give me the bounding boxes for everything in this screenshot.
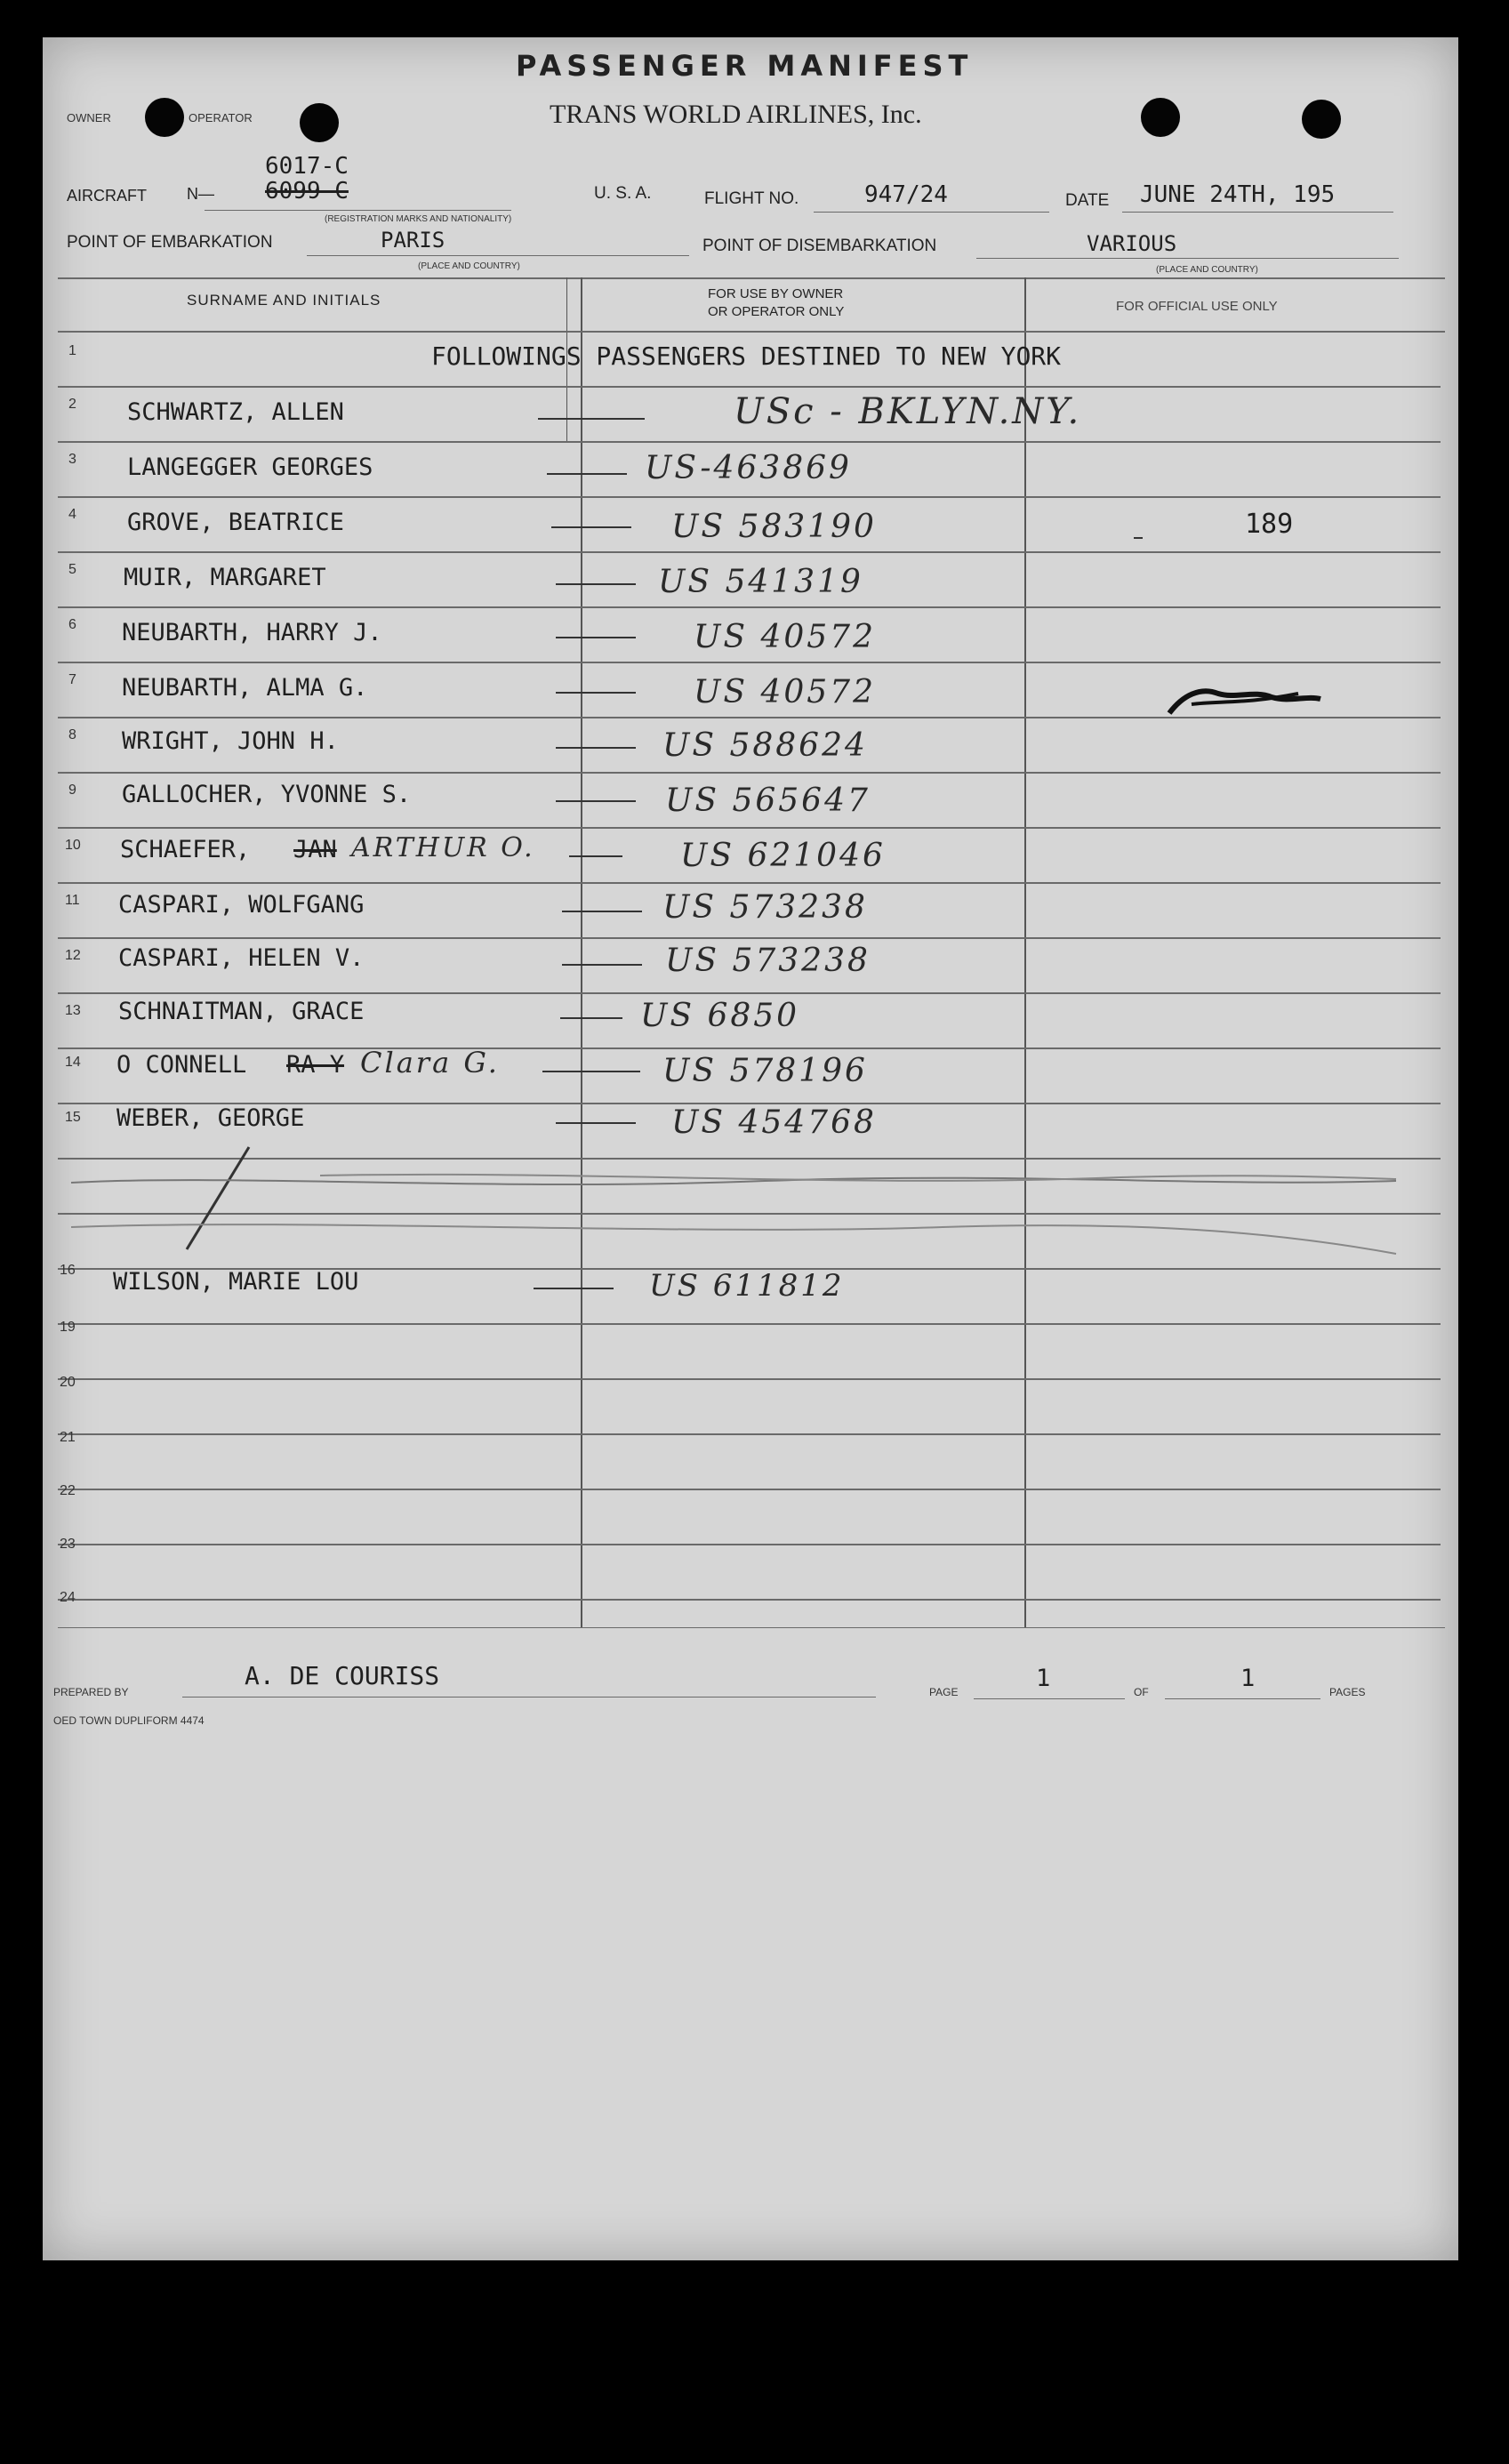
passenger-name: LANGEGGER GEORGES	[127, 453, 373, 481]
passport-number: US 588624	[662, 727, 868, 764]
passport-number: US 40572	[694, 619, 876, 655]
disembarkation-value: VARIOUS	[1087, 231, 1177, 256]
row-number: 7	[68, 672, 76, 687]
passport-number: US 565647	[665, 783, 871, 819]
embarkation-label: POINT OF EMBARKATION	[67, 233, 273, 252]
form-title: PASSENGER MANIFEST	[516, 49, 974, 83]
row-number: 5	[68, 562, 76, 577]
column-header-owner-line2: OR OPERATOR ONLY	[708, 304, 845, 319]
aircraft-number: 6017-C	[265, 153, 349, 180]
page-number: 1	[1036, 1665, 1051, 1692]
row-number: 12	[65, 948, 81, 963]
row-number: 15	[65, 1110, 81, 1125]
punch-hole	[1141, 98, 1180, 137]
airline-name: TRANS WORLD AIRLINES, Inc.	[550, 100, 922, 129]
passenger-name: GROVE, BEATRICE	[127, 509, 344, 536]
punch-hole	[145, 98, 184, 137]
cancelled-rows-marks	[53, 1138, 1405, 1272]
registration-note: (REGISTRATION MARKS AND NATIONALITY)	[325, 214, 512, 224]
passport-number: USc - BKLYN.NY.	[734, 391, 1082, 432]
passport-number: US 621046	[680, 838, 886, 874]
total-pages: 1	[1240, 1665, 1256, 1692]
destination-heading: FOLLOWINGS PASSENGERS DESTINED TO NEW YORK	[431, 341, 1062, 371]
date-value: JUNE 24TH, 195	[1140, 181, 1336, 208]
passenger-name: SCHWARTZ, ALLEN	[127, 398, 344, 426]
punch-hole	[300, 103, 339, 142]
punch-hole	[1302, 100, 1341, 139]
passenger-name: GALLOCHER, YVONNE S.	[122, 781, 412, 808]
row-number: 11	[65, 893, 80, 908]
aircraft-label: AIRCRAFT	[67, 187, 147, 205]
passenger-name: CASPARI, HELEN V.	[118, 944, 365, 972]
passenger-name: NEUBARTH, HARRY J.	[122, 619, 382, 646]
row-number: 21	[60, 1430, 76, 1445]
passenger-name: O CONNELL	[116, 1051, 247, 1079]
of-label: OF	[1134, 1686, 1149, 1698]
passenger-name: WRIGHT, JOHN H.	[122, 727, 339, 755]
passenger-name: NEUBARTH, ALMA G.	[122, 674, 368, 702]
flight-label: FLIGHT NO.	[704, 189, 799, 208]
passenger-name-handwritten: ARTHUR O.	[351, 832, 535, 863]
disembark-place-note: (PLACE AND COUNTRY)	[1156, 265, 1258, 275]
row-number: 13	[65, 1003, 81, 1018]
passenger-name: CASPARI, WOLFGANG	[118, 891, 365, 919]
owner-label: OWNER	[67, 111, 111, 124]
passport-number: US 573238	[662, 889, 868, 926]
flight-number: 947/24	[864, 181, 948, 208]
row-number: 19	[60, 1320, 76, 1335]
passenger-name: WEBER, GEORGE	[116, 1104, 305, 1132]
passenger-name: SCHAEFER,	[120, 836, 251, 863]
passport-number: US 40572	[694, 674, 876, 710]
passenger-name: MUIR, MARGARET	[124, 564, 326, 591]
row-number: 20	[60, 1375, 76, 1390]
aircraft-number-crossed: 6099-C	[265, 178, 349, 205]
row-number: 16	[60, 1263, 76, 1278]
row-number: 9	[68, 783, 76, 798]
row-number: 23	[60, 1537, 76, 1552]
passenger-name: WILSON, MARIE LOU	[113, 1268, 359, 1296]
prepared-by-label: PREPARED BY	[53, 1686, 129, 1698]
operator-label: OPERATOR	[189, 111, 253, 124]
row-number: 24	[60, 1590, 76, 1605]
row-number: 22	[60, 1483, 76, 1498]
row-number: 1	[68, 343, 76, 358]
column-header-owner-line1: FOR USE BY OWNER	[708, 286, 844, 301]
passenger-name-struck: JAN	[293, 836, 337, 863]
official-note: 189	[1245, 509, 1294, 540]
row-number: 8	[68, 727, 76, 742]
passport-number: US 6850	[640, 998, 800, 1034]
passenger-name-handwritten: Clara G.	[360, 1046, 500, 1080]
prepared-by-value: A. DE COURISS	[245, 1661, 440, 1690]
passport-number: US-463869	[645, 450, 852, 486]
embarkation-value: PARIS	[381, 228, 445, 253]
passport-number: US 578196	[662, 1053, 868, 1089]
signature-scribble	[1165, 678, 1325, 722]
passport-number: US 454768	[671, 1104, 877, 1141]
embark-place-note: (PLACE AND COUNTRY)	[418, 261, 520, 271]
form-number: OED TOWN DUPLIFORM 4474	[53, 1714, 205, 1727]
page-label: PAGE	[929, 1686, 959, 1698]
column-header-surname: SURNAME AND INITIALS	[187, 292, 381, 309]
pages-label: PAGES	[1329, 1686, 1366, 1698]
passport-number: US 611812	[649, 1268, 845, 1304]
usa-label: U. S. A.	[594, 184, 652, 203]
passport-number: US 573238	[665, 943, 871, 979]
n-label: N—	[187, 185, 214, 203]
row-number: 10	[65, 838, 81, 853]
disembarkation-label: POINT OF DISEMBARKATION	[702, 237, 937, 255]
row-number: 4	[68, 507, 76, 522]
date-label: DATE	[1065, 191, 1110, 210]
passport-number: US 541319	[658, 564, 863, 600]
row-number: 14	[65, 1055, 81, 1070]
row-number: 2	[68, 397, 76, 412]
passport-number: US 583190	[671, 509, 877, 545]
row-number: 3	[68, 452, 76, 467]
column-header-official: FOR OFFICIAL USE ONLY	[1116, 299, 1278, 314]
row-number: 6	[68, 617, 76, 632]
passenger-name-struck: RA Y	[286, 1051, 345, 1079]
passenger-name: SCHNAITMAN, GRACE	[118, 998, 365, 1025]
